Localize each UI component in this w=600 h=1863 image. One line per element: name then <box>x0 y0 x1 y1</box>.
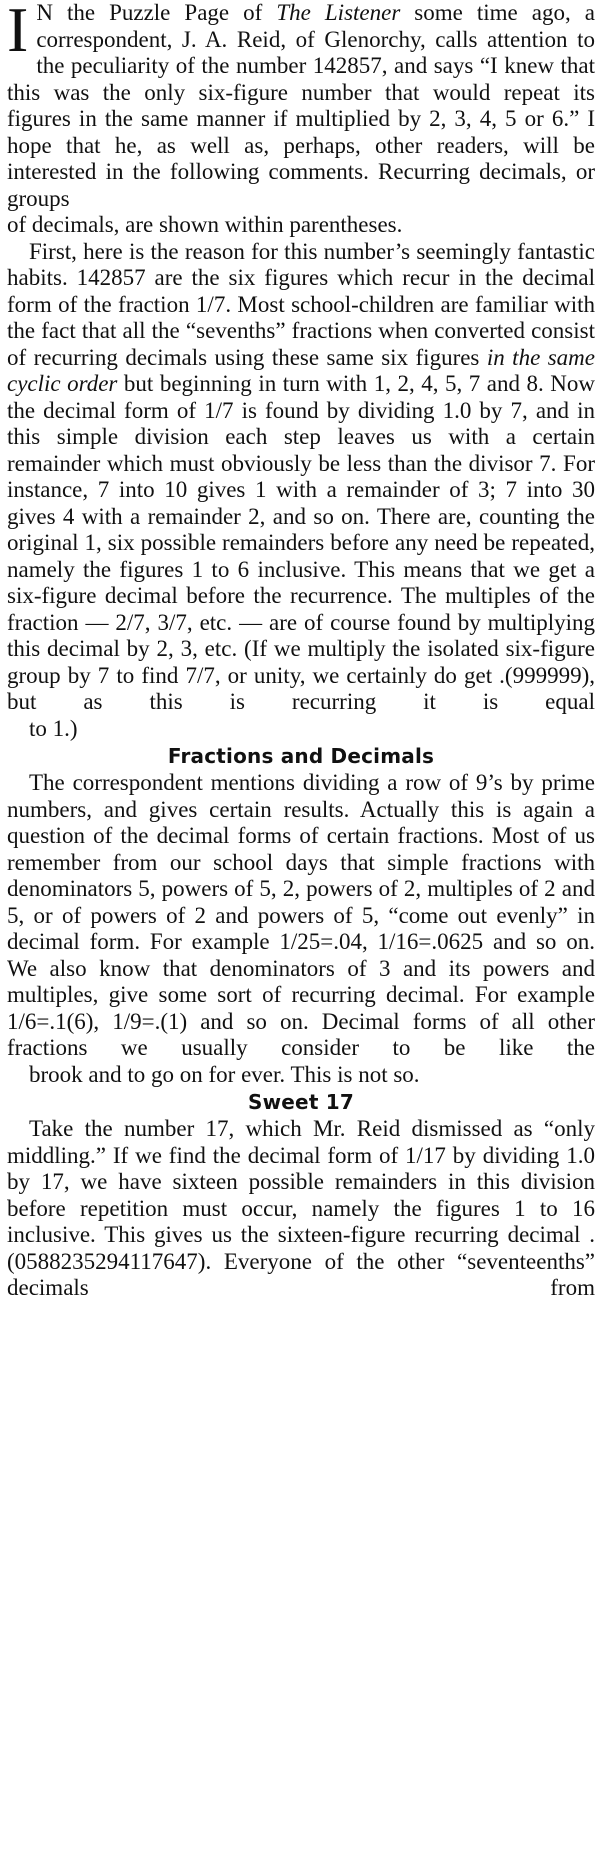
section-heading-fractions: Fractions and Decimals <box>167 744 435 768</box>
drop-cap: I <box>7 0 29 65</box>
intro-last-line: of decimals, are shown within parentheses. <box>7 212 403 237</box>
emphasis-cyclic-order: in the same cyclic order <box>7 344 595 396</box>
explanation-last-line: to 1.) <box>29 715 78 741</box>
explanation-text-start: First, here is the reason for this number’s seemingly fantastic habits. 142857 are the six figures which recur in the decimal form of the fraction 1/7. Most school-children are familiar with the fact that all the “sevenths” fractions when converted consist of recurring decimals using these same six figures <box>7 238 595 370</box>
intro-paragraph <box>7 0 595 239</box>
section-heading-sweet-17: Sweet 17 <box>248 1090 354 1114</box>
intro-lead-text: N the Puzzle Page of <box>36 0 277 25</box>
intro-body-text: some time ago, a correspondent, J. A. Reid, of Glenorchy, calls attention to the peculiarity of the number 142857, and says “I knew that this was the only six-figure number that would repeat its figures in the same manner if multiplied by 2, 3, 4, 5 or 6.” I hope that he, as well as, perhaps, other readers, will be interested in the following comments. Recurring decimals, or groups <box>7 0 595 211</box>
publication-title: The Listener <box>276 0 401 25</box>
fractions-paragraph <box>7 770 595 1088</box>
sweet-17-text: Take the number 17, which Mr. Reid dismissed as “only middling.” If we find the decimal form of 1/17 by dividing 1.0 by 17, we have sixteen possible remainders in this division before repetition must occur, namely the figures 1 to 16 inclusive. This gives us the sixteen-figure recurring decimal .(0588235294117647). Everyone of the other “seventeenths” decimals from <box>7 1116 595 1300</box>
fractions-text: The correspondent mentions dividing a row of 9’s by prime numbers, and gives certain results. Actually this is again a question of the decimal forms of certain fractions. Most of us remember from our school days that simple fractions with denominators 5, powers of 5, 2, powers of 2, multiples of 2 and 5, or of powers of 2 and powers of 5, “come out evenly” in decimal form. For example 1/25=.04, 1/16=.0625 and so on. We also know that denominators of 3 and its powers and multiples, give some sort of recurring decimal. For example 1/6=.1(6), 1/9=.(1) and so on. Decimal forms of all other fractions we usually consider to be like the <box>7 770 595 1060</box>
sweet-17-paragraph <box>7 1116 595 1302</box>
explanation-text-end: but beginning in turn with 1, 2, 4, 5, 7 and 8. Now the decimal form of 1/7 is found by dividing 1.0 by 7, and in this simple division each step leaves us with a certain remainder which must obviously be less than the divisor 7. For instance, 7 into 10 gives 1 with a remainder of 3; 7 into 30 gives 4 with a remainder 2, and so on. There are, counting the original 1, six possible remainders before any need be repeated, namely the figures 1 to 6 inclusive. This means that we get a six-figure decimal before the recurrence. The multiples of the fraction — 2/7, 3/7, etc. — are of course found by multiplying this decimal by 2, 3, etc. (If we multiply the isolated six-figure group by 7 to find 7/7, or unity, we certainly do get .(999999), but as this is recurring it is equal <box>7 371 595 714</box>
fractions-last-line: brook and to go on for ever. This is not so. <box>29 1061 420 1087</box>
article-column <box>7 0 595 1302</box>
explanation-paragraph <box>7 239 595 743</box>
